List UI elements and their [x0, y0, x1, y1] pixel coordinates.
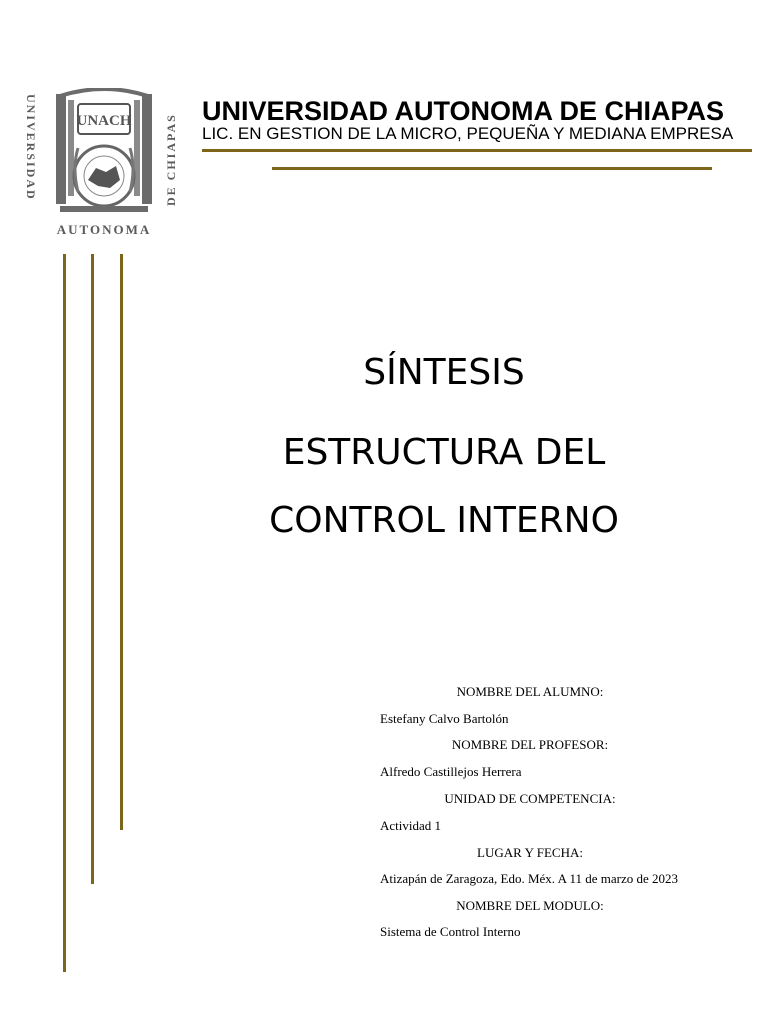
student-label: NOMBRE DEL ALUMNO:	[456, 684, 604, 699]
document-title-line1: SÍNTESIS	[363, 352, 525, 393]
student-value: Estefany Calvo Bartolón	[380, 711, 509, 726]
vertical-bar-middle	[91, 254, 94, 884]
logo-left-vertical-text: UNIVERSIDAD	[24, 94, 38, 201]
header-rule-bottom	[272, 167, 712, 170]
logo-right-vertical-text: DE CHIAPAS	[164, 113, 178, 206]
module-label: NOMBRE DEL MODULO:	[456, 898, 604, 913]
place-date-value: Atizapán de Zaragoza, Edo. Méx. A 11 de marzo de 2023	[380, 871, 679, 886]
university-name: UNIVERSIDAD AUTONOMA DE CHIAPAS	[202, 96, 725, 126]
vertical-bar-right	[120, 254, 123, 830]
place-date-label: LUGAR Y FECHA:	[477, 845, 583, 860]
university-logo	[20, 88, 188, 238]
unit-label: UNIDAD DE COMPETENCIA:	[444, 791, 616, 806]
logo-caption: AUTONOMA	[56, 222, 152, 237]
program-name: LIC. EN GESTION DE LA MICRO, PEQUEÑA Y MEDIANA EMPRESA	[202, 124, 734, 143]
emblem-text: UNACH	[76, 113, 132, 129]
professor-value: Alfredo Castillejos Herrera	[380, 764, 522, 779]
professor-label: NOMBRE DEL PROFESOR:	[451, 737, 609, 752]
unach-seal	[20, 88, 188, 238]
header-rule-top	[202, 149, 752, 152]
document-title-line3: CONTROL INTERNO	[269, 500, 619, 541]
module-value: Sistema de Control Interno	[380, 924, 521, 939]
unit-value: Actividad 1	[380, 818, 442, 833]
document-title-line2: ESTRUCTURA DEL	[282, 432, 606, 473]
